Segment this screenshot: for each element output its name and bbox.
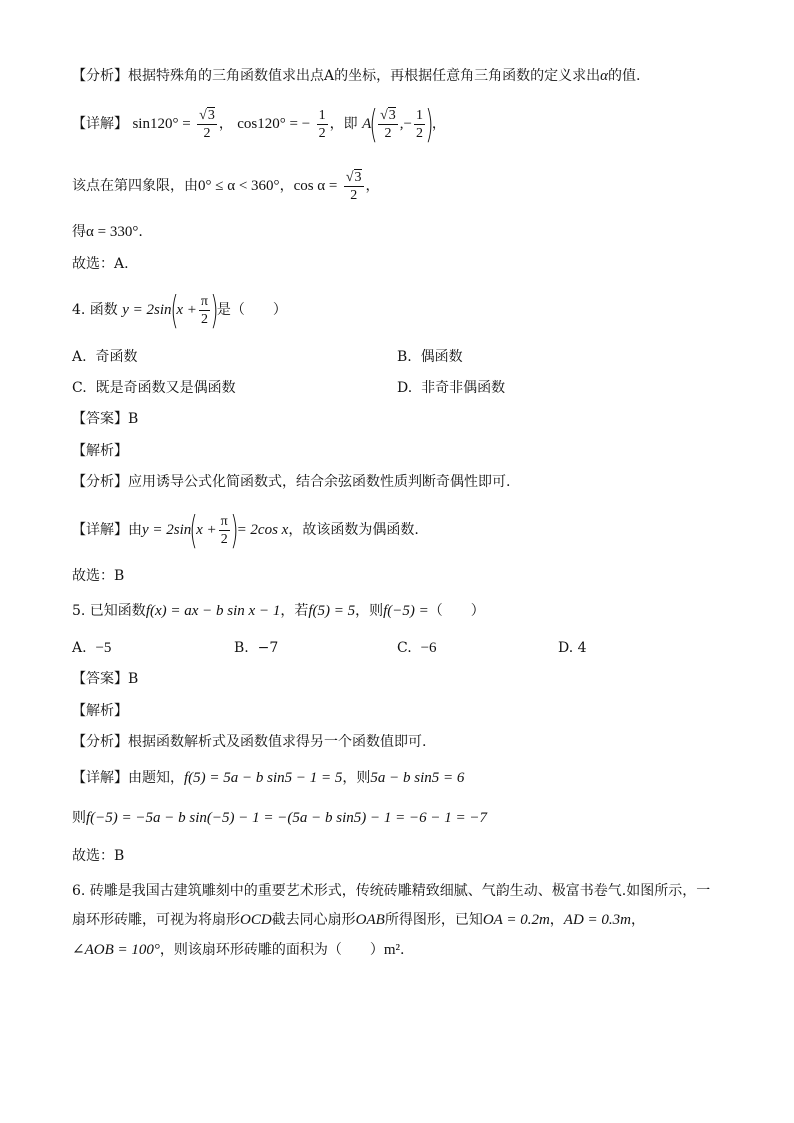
q5-detail: 【详解】由题知，f(5) = 5a − b sin5 − 1 = 5，则5a − b sin5 = 6 bbox=[72, 770, 465, 786]
q3-quadrant-line: 该点在第四象限，由0° ≤ α < 360°，cos α = $\frac{√3}{2}$ ， bbox=[72, 169, 380, 203]
q3-analysis-line bbox=[72, 66, 640, 86]
q5-option-d: D. 4 bbox=[558, 640, 587, 656]
q4-option-b: B. 偶函数 bbox=[397, 349, 463, 365]
sin-expr: sin120° = bbox=[132, 116, 191, 132]
alpha-value: α = 330° bbox=[86, 224, 139, 240]
q5-option-a: A. −5 bbox=[72, 640, 112, 656]
cos-expr: cos120° = − bbox=[237, 116, 311, 132]
right-paren: ) bbox=[425, 102, 434, 146]
fraction-pi-over-2-b: $\frac{\pi}{2}$ bbox=[220, 513, 228, 547]
q3-choice: 故选：A. bbox=[72, 256, 129, 272]
q5-analysis: 【分析】根据函数解析式及函数值求得另一个函数值即可. bbox=[72, 734, 427, 750]
analysis-tag: 【分析】 bbox=[72, 68, 128, 84]
q5-option-b: B. −7 bbox=[234, 640, 279, 656]
q5-answer: 【答案】B bbox=[72, 671, 139, 687]
q4-detail: 【详解】由y = 2sin(x + $\frac{\pi}{2}$ )= 2cos x，故该函数为偶函数. bbox=[72, 508, 419, 552]
q4-analysis: 【分析】应用诱导公式化简函数式，结合余弦函数性质判断奇偶性即可. bbox=[72, 474, 511, 490]
fraction-sqrt3-over-2-c: $\frac{√3}{2}$ bbox=[345, 169, 362, 203]
q6-line1: 6. 砖雕是我国古建筑雕刻中的重要艺术形式，传统砖雕精致细腻、气韵生动、极富书卷气.如图所示，一 bbox=[72, 883, 711, 899]
q4-option-c: C. 既是奇函数又是偶函数 bbox=[72, 380, 236, 396]
q3-detail-line: 【详解】 sin120° = $\frac{√3}{2}$ ， cos120° = − $\frac{1}{2}$ ，即 A( $\frac{√3}{2}$ ,− $\frac{1}{2}$ )， bbox=[72, 102, 446, 146]
q3-result-line: 得α = 330°. bbox=[72, 224, 143, 240]
fraction-one-half-b: $\frac{1}{2}$ bbox=[416, 107, 423, 141]
q5-jiexi: 【解析】 bbox=[72, 703, 128, 719]
q6-line2: 扇环形砖雕，可视为将扇形OCD截去同心扇形OAB所得图形，已知OA = 0.2m，AD = 0.3m， bbox=[72, 912, 645, 928]
detail-tag: 【详解】 bbox=[72, 116, 128, 132]
q4-choice: 故选：B bbox=[72, 568, 125, 584]
q5-choice: 故选：B bbox=[72, 848, 125, 864]
left-paren: ( bbox=[369, 102, 378, 146]
alpha-symbol: α bbox=[600, 68, 608, 84]
cos-alpha: cos α = bbox=[293, 178, 338, 194]
point-A: A bbox=[362, 116, 372, 132]
analysis-text: 根据特殊角的三角函数值求出点A的坐标，再根据任意角三角函数的定义求出 bbox=[128, 68, 601, 84]
q6-line3: ∠AOB = 100°，则该扇环形砖雕的面积为（ ）m². bbox=[72, 942, 405, 958]
q4-option-d: D. 非奇非偶函数 bbox=[397, 380, 506, 396]
fraction-sqrt3-over-2-b: $\frac{√3}{2}$ bbox=[380, 107, 396, 141]
q4-stem: 4. 函数 y = 2sin(x + $\frac{\pi}{2}$ )是（ ） bbox=[72, 288, 287, 332]
q4-answer: 【答案】B bbox=[72, 411, 139, 427]
q4-option-a: A. 奇函数 bbox=[72, 349, 138, 365]
q5-stem: 5. 已知函数f(x) = ax − b sin x − 1，若f(5) = 5，则f(−5) =（ ） bbox=[72, 603, 485, 619]
fraction-pi-over-2: $\frac{\pi}{2}$ bbox=[200, 293, 208, 327]
q5-detail-line2: 则f(−5) = −5a − b sin(−5) − 1 = −(5a − b sin5) − 1 = −6 − 1 = −7 bbox=[72, 810, 487, 826]
fraction-one-half: $\frac{1}{2}$ bbox=[318, 107, 326, 141]
analysis-end: 的值. bbox=[607, 68, 641, 84]
fraction-sqrt3-over-2: $\frac{√3}{2}$ bbox=[199, 107, 215, 141]
q4-function: y = 2sin bbox=[122, 302, 172, 318]
angle-range: 0° ≤ α < 360° bbox=[198, 178, 280, 194]
q4-jiexi: 【解析】 bbox=[72, 443, 128, 459]
q5-option-c: C. −6 bbox=[397, 640, 437, 656]
